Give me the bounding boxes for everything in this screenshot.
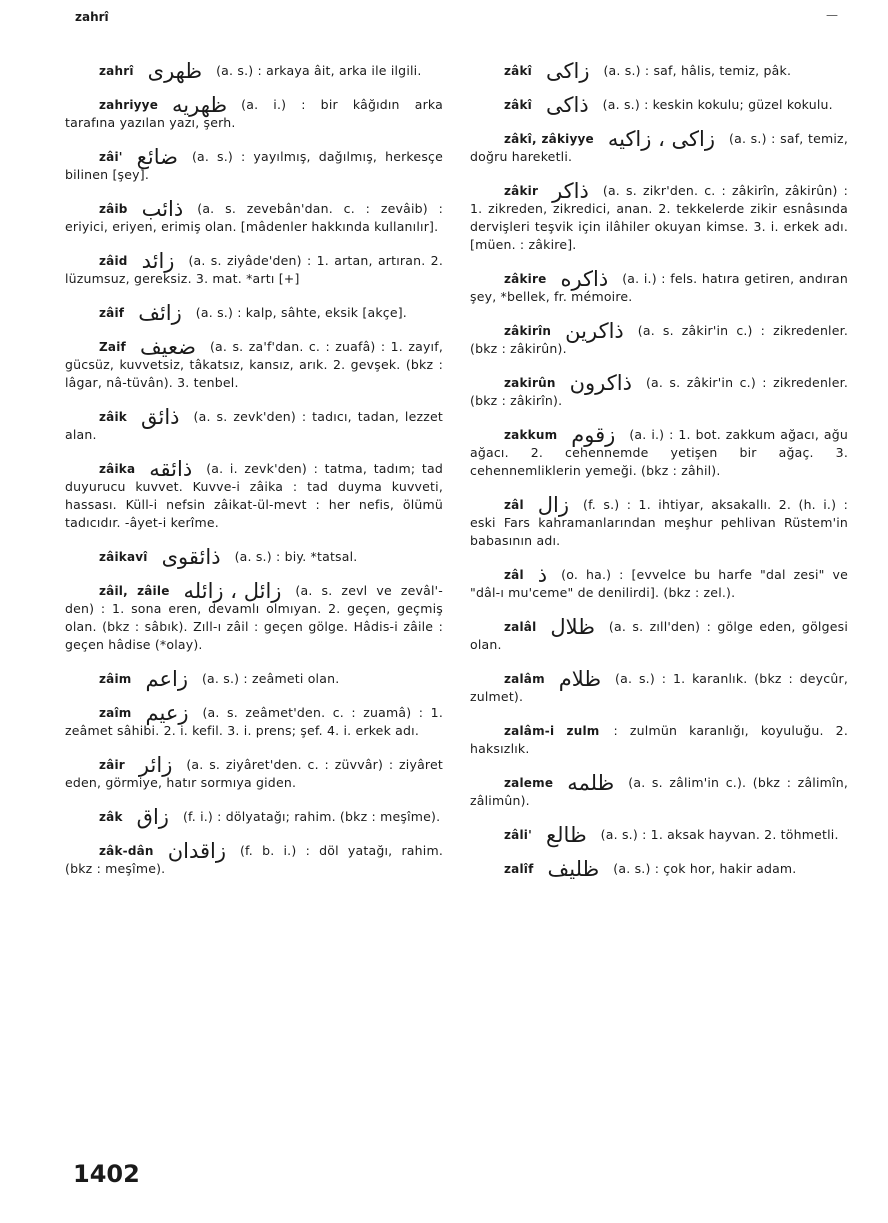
arabic-script: زال (537, 493, 570, 517)
headword: zaleme (504, 776, 554, 790)
dictionary-entry (65, 93, 443, 132)
dictionary-entry (470, 59, 848, 83)
definition: (a. s. ziyâde'den) : 1. artan, artıran. 2. lüzumsuz, gereksiz. 3. mat. *artı [+] (65, 253, 443, 286)
arabic-script: زائف (138, 301, 182, 325)
dictionary-entry (470, 319, 848, 358)
arabic-script: زاقدان (167, 839, 226, 863)
definition: (a. s. ziyâret'den. c. : züvvâr) : ziyâret eden, görmiye, hatır sormıya giden. (65, 757, 443, 790)
arabic-script: ظالع (545, 823, 587, 847)
headword: zâk-dân (99, 844, 154, 858)
headword: zâkir (504, 184, 539, 198)
definition: (a. i.) : 1. bot. zakkum ağacı, ağu ağacı. 2. cehennemde yetişen bir ağaç. 3. cehennemliklerin yemeği. (bkz : zâhil). (470, 427, 848, 478)
running-head: zahrî (75, 10, 109, 24)
arabic-script: زقوم (571, 423, 616, 447)
dictionary-entry (65, 753, 443, 792)
dictionary-entry (470, 127, 848, 166)
headword: zâif (99, 306, 125, 320)
arabic-script: ظلمه (567, 771, 615, 795)
headword: zâkire (504, 272, 547, 286)
headword: zâkî, zâkiyye (504, 132, 594, 146)
arabic-script: ظهرى (147, 59, 203, 83)
headword: zâli' (504, 828, 532, 842)
arabic-script: ذائق (140, 405, 180, 429)
headword: zâim (99, 672, 132, 686)
headword: zâid (99, 254, 128, 268)
arabic-script: زعيم (145, 701, 189, 725)
definition: (a. s. zâkir'in c.) : zikredenler. (bkz : zâkirûn). (470, 323, 848, 356)
definition: (a. s.) : arkaya âit, arka ile ilgili. (216, 63, 422, 78)
dictionary-entry (65, 457, 443, 532)
headword: zâkî (504, 64, 532, 78)
headword: zâik (99, 410, 127, 424)
headword: zalîf (504, 862, 534, 876)
headword: zâkî (504, 98, 532, 112)
definition: (a. s.) : saf, hâlis, temiz, pâk. (603, 63, 792, 78)
definition: (f. i.) : dölyatağı; rahim. (bkz : meşîme). (182, 809, 441, 824)
page-number: 1402 (73, 1160, 140, 1188)
dictionary-entry (470, 722, 848, 758)
dictionary-entry (470, 563, 848, 602)
arabic-script: ضائع (136, 145, 178, 169)
dictionary-entry (65, 701, 443, 740)
headword: zâib (99, 202, 128, 216)
headword: zâikavî (99, 550, 148, 564)
definition: (f. b. i.) : döl yatağı, rahim. (bkz : meşîme). (65, 843, 443, 876)
arabic-script: ذاكرين (565, 319, 624, 343)
left-column (65, 59, 443, 894)
dictionary-entry (470, 179, 848, 254)
definition: (a. s. zâlim'in c.). (bkz : zâlimîn, zâlimûn). (470, 775, 848, 808)
arabic-script: ذاكر (552, 179, 589, 203)
dictionary-entry (470, 857, 848, 881)
headword: zalâm (504, 672, 545, 686)
definition: (a. s. zeâmet'den. c. : zuamâ) : 1. zeâmet sâhibi. 2. i. kefil. 3. i. prens; şef. 4. i. erkek adı. (65, 705, 443, 738)
dictionary-entry (65, 335, 443, 392)
definition: (a. s.) : yayılmış, dağılmış, herkesçe bilinen [şey]. (65, 149, 443, 182)
dictionary-entry (65, 249, 443, 288)
headword: zahrî (99, 64, 134, 78)
arabic-script: زاكى (545, 59, 590, 83)
arabic-script: زاكى ، زاكيه (607, 127, 716, 151)
dictionary-entry (470, 667, 848, 706)
definition: (a. s.) : saf, temiz, doğru hareketli. (470, 131, 848, 164)
arabic-script: ظليف (547, 857, 600, 881)
arabic-script: ضعيف (139, 335, 196, 359)
headword: zalâm-i zulm (504, 724, 600, 738)
arabic-script: ظلام (558, 667, 602, 691)
definition: (a. s.) : keskin kokulu; güzel kokulu. (602, 97, 833, 112)
definition: (a. s.) : kalp, sâhte, eksik [akçe]. (195, 305, 407, 320)
dictionary-entry (470, 423, 848, 480)
dictionary-entry (65, 667, 443, 691)
definition: (a. s.) : 1. aksak hayvan. 2. töhmetli. (600, 827, 839, 842)
definition: (a. s. zevk'den) : tadıcı, tadan, lezzet alan. (65, 409, 443, 442)
dictionary-entry (470, 493, 848, 550)
headword: zâi' (99, 150, 123, 164)
dictionary-entry (65, 839, 443, 878)
definition: (a. i.) : bir kâğıdın arka tarafına yazılan yazı, şerh. (65, 97, 443, 130)
arabic-script: ذائب (141, 197, 184, 221)
arabic-script: زاق (136, 805, 169, 829)
definition: (a. s. za'f'dan. c. : zuafâ) : 1. zayıf, gücsüz, kuvvetsiz, tâkatsız, kansız, arık. 2. gevşek. (bkz : lâgar, nâ-tüvân). 3. tenbel. (65, 339, 443, 390)
dictionary-entry (470, 615, 848, 654)
headword: zâil, zâile (99, 584, 170, 598)
arabic-script: ذاكرون (569, 371, 632, 395)
arabic-script: ذائقوى (161, 545, 221, 569)
scan-mark: — (826, 8, 838, 22)
definition: (a. s.) : 1. karanlık. (bkz : deycûr, zulmet). (470, 671, 848, 704)
dictionary-entry (65, 579, 443, 654)
dictionary-entry (470, 771, 848, 810)
definition: (a. s.) : biy. *tatsal. (234, 549, 358, 564)
definition: (a. s.) : çok hor, hakir adam. (613, 861, 797, 876)
arabic-script: ذ (537, 563, 548, 587)
arabic-script: زائد (141, 249, 175, 273)
definition: (a. s. zevl ve zevâl'-den) : 1. sona eren, devamlı olmıyan. 2. geçen, geçmiş olan. (bkz : sâbık). Zıll-ı zâil : geçen gölge. Hâdis-i zâile : geçen hâdise (*olay). (65, 583, 443, 652)
headword: zâkirîn (504, 324, 552, 338)
arabic-script: زاعم (145, 667, 188, 691)
right-column (470, 59, 848, 894)
headword: zahriyye (99, 98, 159, 112)
headword: zaîm (99, 706, 132, 720)
headword: zakkum (504, 428, 558, 442)
arabic-script: زائر (138, 753, 173, 777)
definition: (a. s. zevebân'dan. c. : zevâib) : eriyici, eriyen, erimiş olan. [mâdenler hakkında kullanılır]. (65, 201, 443, 234)
arabic-script: زائل ، زائله (183, 579, 282, 603)
headword: zâir (99, 758, 125, 772)
headword: Zaif (99, 340, 126, 354)
definition: (a. s. zâkir'in c.) : zikredenler. (bkz : zâkirîn). (470, 375, 848, 408)
headword: zâk (99, 810, 123, 824)
definition: (a. s. zikr'den. c. : zâkirîn, zâkirûn) : 1. zikreden, zikredici, anan. 2. tekkelerde zikir esnâsında dervişleri teşvik için ilâhiler okuyan kimse. 3. i. erkek adı. [müen. : zâkire]. (470, 183, 848, 252)
arabic-script: ذائقه (149, 457, 193, 481)
headword: zâl (504, 498, 524, 512)
definition: (a. i. zevk'den) : tatma, tadım; tad duyurucu kuvvet. Kuvve-i zâika : tad duyma kuvveti, hassası. Küll-i nefsin zâikat-ül-mevt : her nefis, ölümü tadıcıdır. -âyet-i kerîme. (65, 461, 443, 530)
dictionary-entry (65, 59, 443, 83)
dictionary-entry (470, 823, 848, 847)
headword: zalâl (504, 620, 537, 634)
definition: (a. s.) : zeâmeti olan. (201, 671, 340, 686)
definition: (f. s.) : 1. ihtiyar, aksakallı. 2. (h. i.) : eski Fars kahramanlarından meşhur pehlivan Rüstem'in babasının adı. (470, 497, 848, 548)
definition: (a. s. zıll'den) : gölge eden, gölgesi olan. (470, 619, 848, 652)
dictionary-entry (65, 805, 443, 829)
arabic-script: ظهريه (172, 93, 228, 117)
headword: zâika (99, 462, 136, 476)
headword: zâl (504, 568, 524, 582)
dictionary-entry (65, 301, 443, 325)
definition: (o. ha.) : [evvelce bu harfe "dal zesi" ve "dâl-ı mu'ceme" de denilirdi]. (bkz : zel.). (470, 567, 848, 600)
arabic-script: ذاكره (560, 267, 609, 291)
dictionary-entry (65, 545, 443, 569)
dictionary-entry (65, 197, 443, 236)
dictionary-entry (65, 145, 443, 184)
arabic-script: ذاكى (545, 93, 589, 117)
dictionary-entry (470, 93, 848, 117)
definition: : zulmün karanlığı, koyuluğu. 2. haksızlık. (470, 723, 848, 756)
headword: zakirûn (504, 376, 556, 390)
dictionary-entry (65, 405, 443, 444)
dictionary-entry (470, 267, 848, 306)
dictionary-entry (470, 371, 848, 410)
arabic-script: ظلال (550, 615, 595, 639)
definition: (a. i.) : fels. hatıra getiren, andıran şey, *bellek, fr. mémoire. (470, 271, 848, 304)
